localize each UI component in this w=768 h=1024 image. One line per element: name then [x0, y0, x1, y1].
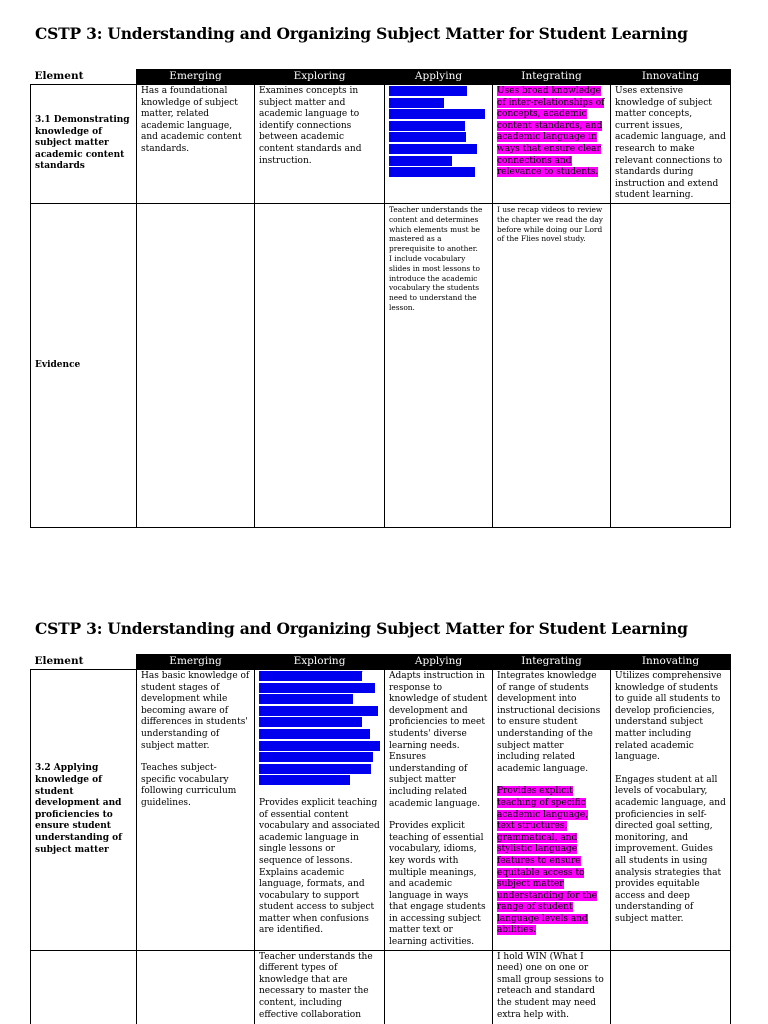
section2-title: CSTP 3: Understanding and Organizing Subject Matter for Student Learning [35, 619, 688, 638]
element-header: Element [31, 655, 137, 670]
section2-rubric-table [30, 654, 731, 1024]
cell-exploring: Examines concepts in subject matter and academic language to identify connections between academic content standards and instruction. [255, 85, 385, 204]
evidence-cell-exploring: Teacher understands the different types of knowledge that are necessary to master the content, including effective collaboration [255, 950, 385, 1024]
column-header-exploring: Exploring [255, 655, 385, 670]
cell-innovating [611, 670, 731, 951]
evidence-cell-emerging [137, 203, 255, 527]
highlighted-text: Provides explicit teaching of specific academic language, text structures, grammatical, and stylistic language features to ensure equitable access to subject matter understanding for the range of student language levels and abilities. [497, 786, 598, 936]
cell-emerging: Has a foundational knowledge of subject matter, related academic language, and academic content standards. [137, 85, 255, 204]
cell-emerging [137, 670, 255, 951]
column-header-applying: Applying [385, 655, 493, 670]
evidence-label: Evidence [31, 203, 137, 527]
column-header-applying: Applying [385, 70, 493, 85]
highlighted-text: Uses broad knowledge of inter-relationships of concepts, academic content standards, and academic language in ways that ensure clear connections and relevance to students. [497, 86, 605, 178]
evidence-label-cell [31, 950, 137, 1024]
column-header-integrating: Integrating [493, 70, 611, 85]
cell-text: Integrates knowledge of range of students development into instructional decisions to ensure student understanding of the subject matter including related academic language. [497, 671, 601, 774]
cell-text: Explains academic language, formats, and vocabulary to support student access to subject matter when confusions are identified. [259, 867, 375, 936]
cell-applying [385, 670, 493, 951]
column-header-innovating: Innovating [611, 70, 731, 85]
cell-text: Teaches subject-specific vocabulary following curriculum guidelines. [141, 763, 237, 808]
evidence-cell-innovating [611, 950, 731, 1024]
column-header-innovating: Innovating [611, 655, 731, 670]
column-header-emerging: Emerging [137, 655, 255, 670]
column-header-emerging: Emerging [137, 70, 255, 85]
cell-text: Provides explicit teaching of essential content vocabulary and associated academic language in single lessons or sequence of lessons. [259, 797, 380, 866]
cell-integrating [493, 85, 611, 204]
evidence-text: Teacher understands the content and determines which elements must be mastered as a prerequisite to another. [389, 204, 483, 254]
row-label-3-2: 3.2 Applying knowledge of student development and proficiencies to ensure student understanding of subject matter [31, 670, 137, 951]
evidence-cell-exploring [255, 203, 385, 527]
highlighted-text: Understands and explains the relationship between essential subject matter concepts, academic language and academic content standards. [389, 86, 486, 178]
cell-text: Has basic knowledge of student stages of development while becoming aware of differences in students' understanding of subject matter. [141, 671, 250, 751]
section1-rubric-table [30, 69, 731, 528]
highlighted-text: Expands knowledge of student development and implements learning activities in single lessons or sequence of lessons that addresses students' proficiencies and supports understanding of subject matter including related academic language. [259, 671, 380, 786]
cell-exploring [255, 670, 385, 951]
cell-text: Utilizes comprehensive knowledge of students to guide all students to develop proficiencies, understand subject matter including related academic language. [615, 671, 722, 763]
column-header-integrating: Integrating [493, 655, 611, 670]
cell-text: Ensures understanding of subject matter including related academic language. [389, 752, 481, 809]
column-header-exploring: Exploring [255, 70, 385, 85]
cell-text: Adapts instruction in response to knowledge of student development and proficiencies to meet students' diverse learning needs. [389, 671, 488, 751]
evidence-cell-integrating: I use recap videos to review the chapter we read the day before while doing our Lord of the Flies novel study. [493, 203, 611, 527]
cell-text: Engages student at all levels of vocabulary, academic language, and proficiencies in self-directed goal setting, monitoring, and improvement. Guides all students in using analysis strategies that provides equitable access and deep understanding of subject matter. [615, 774, 726, 924]
element-header: Element [31, 70, 137, 85]
section1-title: CSTP 3: Understanding and Organizing Subject Matter for Student Learning [35, 24, 688, 43]
evidence-cell-integrating: I hold WIN (What I need) one on one or small group sessions to reteach and standard the student may need extra help with. [493, 950, 611, 1024]
cell-innovating: Uses extensive knowledge of subject matter concepts, current issues, academic language, and research to make relevant connections to standards during instruction and extend student learning. [611, 85, 731, 204]
cell-text: Provides explicit teaching of essential vocabulary, idioms, key words with multiple meanings, and academic language in ways that engage students in accessing subject matter text or learning activities. [389, 821, 486, 948]
evidence-cell-applying [385, 203, 493, 527]
evidence-text: I include vocabulary slides in most lessons to introduce the academic vocabulary the students need to understand the lesson. [389, 253, 480, 312]
cell-applying [385, 85, 493, 204]
evidence-cell-applying [385, 950, 493, 1024]
evidence-cell-emerging [137, 950, 255, 1024]
evidence-cell-innovating [611, 203, 731, 527]
cell-integrating [493, 670, 611, 951]
row-label-3-1: 3.1 Demonstrating knowledge of subject matter academic content standards [31, 85, 137, 204]
